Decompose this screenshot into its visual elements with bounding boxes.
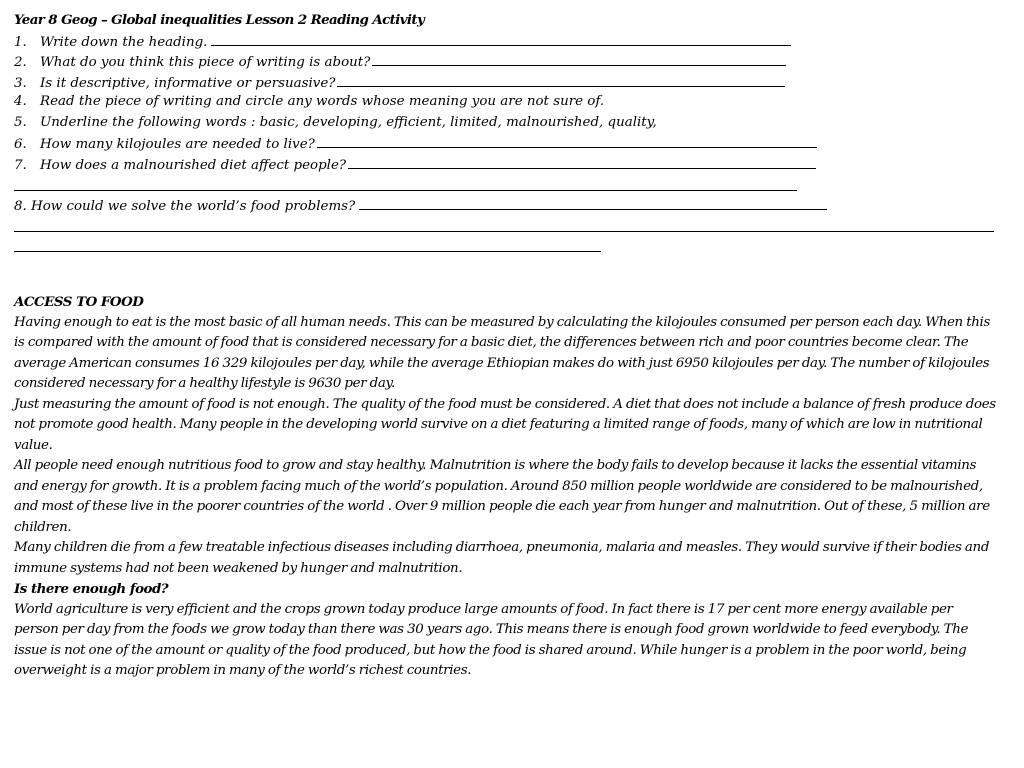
worksheet	[14, 10, 998, 682]
paragraph: Just measuring the amount of food is not enough. The quality of the food must be considered. A diet that does not include a balance of fresh produce does not promote good health. Many people in the developing world survive on a diet featuring a limited range of foods, many of which are low in nutritional value.	[14, 396, 996, 453]
question-2	[14, 51, 998, 72]
question-text: Is it descriptive, informative or persuasive?	[40, 75, 336, 91]
answer-blank	[348, 154, 816, 169]
question-text: 8. How could we solve the world’s food problems?	[14, 198, 356, 214]
question-3	[14, 72, 998, 93]
answer-blank	[372, 51, 786, 66]
answer-line	[14, 215, 998, 236]
answer-blank	[211, 31, 791, 46]
answer-line	[14, 236, 998, 257]
question-text: Read the piece of writing and circle any words whose meaning you are not sure of.	[40, 94, 605, 109]
question-number: 2.	[14, 55, 27, 70]
question-number: 1.	[14, 34, 27, 50]
question-number: 5.	[14, 114, 27, 130]
answer-rule	[14, 251, 601, 252]
paragraph: All people need enough nutritious food to grow and stay healthy. Malnutrition is where the body fails to develop because it lacks the essential vitamins and energy for growth. It is a problem facing much of the world’s population. Around 850 million people worldwide are considered to be malnourished, and most of these live in the poorer countries of the world . Over 9 million people die each year from hunger and malnutrition. Out of these, 5 million are children.	[14, 458, 990, 535]
question-number: 4.	[14, 94, 27, 109]
question-text: Write down the heading.	[40, 34, 208, 50]
question-number: 7.	[14, 157, 27, 173]
answer-blank	[317, 133, 817, 148]
question-number: 3.	[14, 75, 27, 91]
paragraph: World agriculture is very efficient and the crops grown today produce large amounts of food. In fact there is 17 per cent more energy available per person per day from the foods we grow today than there was 30 years ago. This means there is enough food grown worldwide to feed everybody. The issue is not one of the amount or quality of the food produced, but how the food is shared around. While hunger is a problem in the poor world, being overweight is a major problem in many of the world’s richest countries.	[14, 601, 969, 678]
question-7	[14, 154, 998, 175]
answer-blank	[337, 72, 785, 87]
question-text: How does a malnourished diet affect people?	[40, 157, 347, 173]
worksheet-title: Year 8 Geog – Global inequalities Lesson 2 Reading Activity	[14, 12, 425, 28]
section-heading: Is there enough food?	[14, 581, 169, 597]
question-6	[14, 133, 998, 154]
answer-line	[14, 174, 998, 195]
question-text: What do you think this piece of writing is about?	[40, 55, 371, 70]
answer-blank	[359, 195, 827, 210]
question-number: 6.	[14, 137, 27, 152]
question-1	[14, 31, 998, 52]
answer-rule	[14, 190, 797, 191]
spacer	[14, 256, 998, 292]
question-5	[14, 113, 998, 134]
question-8	[14, 195, 998, 216]
paragraph: Having enough to eat is the most basic of all human needs. This can be measured by calculating the kilojoules consumed per person each day. When this is compared with the amount of food that is considered necessary for a basic diet, the differences between rich and poor countries become clear. The average American consumes 16 329 kilojoules per day, while the average Ethiopian makes do with just 6950 kilojoules per day. The number of kilojoules considered necessary for a healthy lifestyle is 9630 per day.	[14, 314, 990, 391]
section-heading: ACCESS TO FOOD	[14, 294, 144, 310]
answer-rule	[14, 231, 994, 232]
question-text: Underline the following words : basic, developing, efficient, limited, malnourished, quality,	[40, 114, 657, 130]
question-4	[14, 92, 998, 113]
question-text: How many kilojoules are needed to live?	[40, 137, 315, 152]
paragraph: Many children die from a few treatable infectious diseases including diarrhoea, pneumonia, malaria and measles. They would survive if their bodies and immune systems had not been weakened by hunger and malnutrition.	[14, 540, 990, 576]
